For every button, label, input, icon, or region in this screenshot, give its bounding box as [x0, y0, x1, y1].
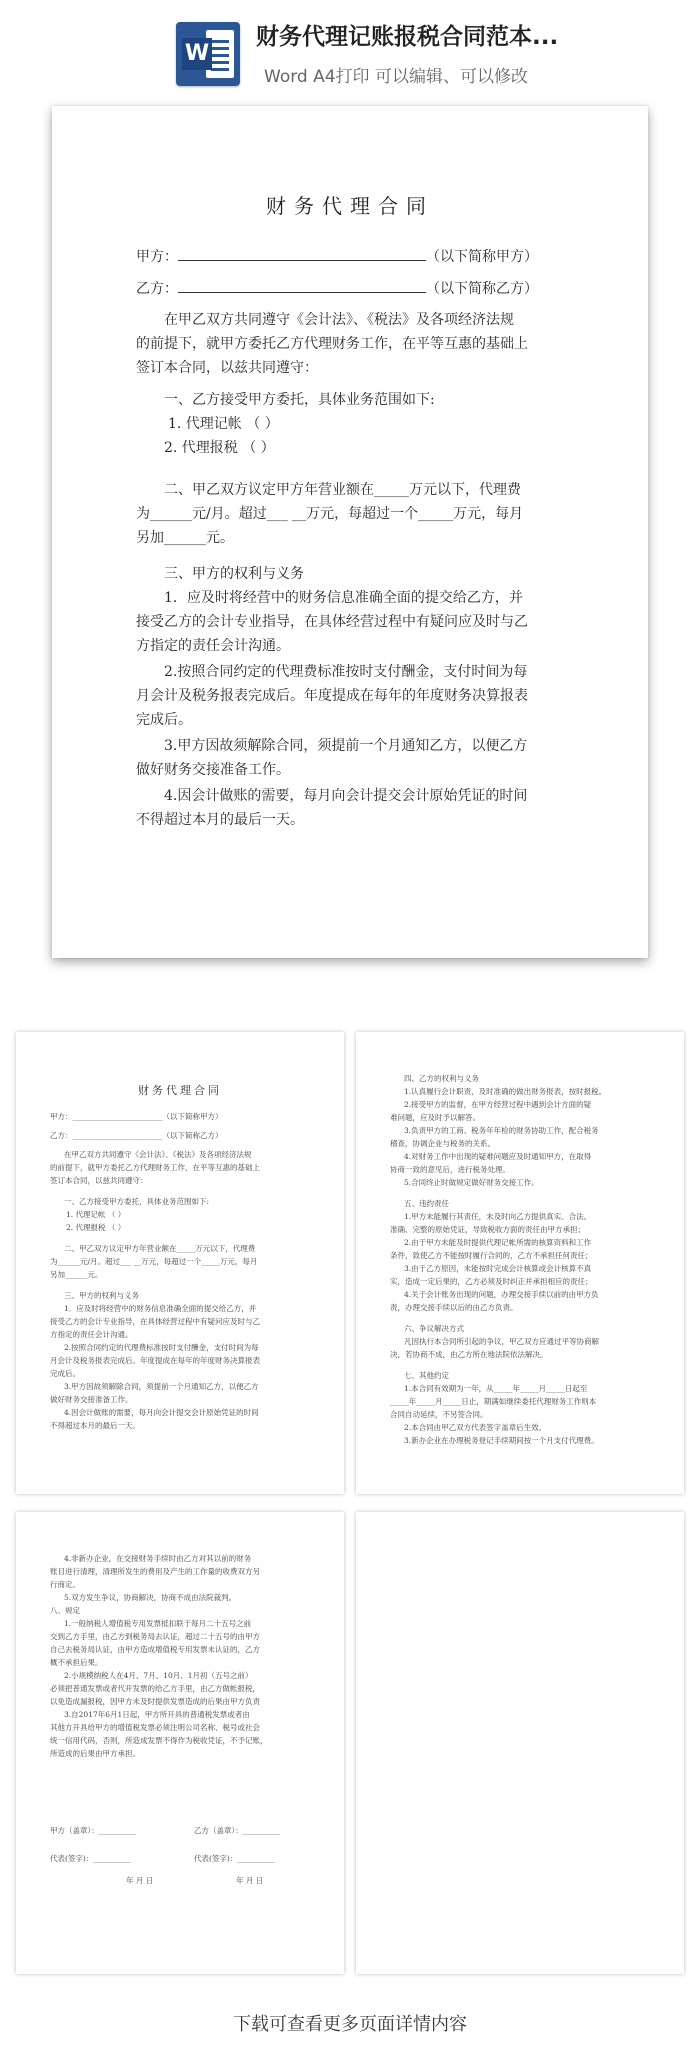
thumb1-title: 财务代理合同	[138, 1084, 222, 1097]
word-letter: W	[182, 38, 212, 70]
thumb3-rep-a: 代表(签字)：__________	[50, 1854, 131, 1863]
thumb3-sign-a: 甲方（盖章）：__________	[50, 1826, 137, 1835]
party-a-line: 甲方： （以下简称甲方）	[136, 244, 568, 269]
thumb3-sign-b: 乙方（盖章）：__________	[194, 1826, 281, 1835]
main-page-preview[interactable]	[52, 106, 648, 958]
section-2: 二、甲乙双方议定甲方年营业额在_____万元以下，代理费 为______元/月。超过___ __万元，每超过一个_____万元，每月 另加______元。	[136, 482, 524, 546]
thumb3-body: 4.非新办企业，在交接财务手续时由乙方对其以前的财务 账目进行清理，清理所发生的费用及产生的工作量的收费双方另 行商定。 5.双方发生争议，协商解决，协商不成由法院裁判。 八、规定 1.一般纳税人增值税专用发票抵扣联于每月二十五号之前 交到乙方手里，由乙方到税务局去认证，超过二十五号的由甲方 自己去税务局认证，由甲方造成增值税专用发票未认证的，乙方 概不承担后果。 2.小规模纳税人在4月、7月、10月、1月初（五号之前） 必须把普通发票或者代开发票的给乙方手里，由乙方做帐报税， 以免造成漏报税，因甲方未及时提供发票造成的后果由甲方负责 3.自2017年6月1日起，甲方所开具的普通税发票或者由 其他方开具给甲方的增值税发票必须注明公司名称、税号或社会 统一信用代码，否则，所造成发票不得作为税收凭证，不予记账， 所造成的后果由甲方承担。	[50, 1554, 268, 1758]
section-3-clause-1: 1．应及时将经营中的财务信息准确全面的提交给乙方，并 接受乙方的会计专业指导，在具体经营过程中有疑问应及时与乙 方指定的责任会计沟通。	[136, 590, 528, 654]
document-title[interactable]: 财务代理记账报税合同范本...	[256, 24, 559, 50]
thumbnail-page-3[interactable]	[16, 1512, 344, 1974]
intro-paragraph: 在甲乙双方共同遵守《会计法》、《税法》及各项经济法规 的前提下，就甲方委托乙方代理财务工作，在平等互惠的基础上 签订本合同，以兹共同遵守：	[136, 312, 528, 376]
thumb3-date-b: 年 月 日	[236, 1876, 264, 1885]
section-1-heading: 一、乙方接受甲方委托，具体业务范围如下:	[164, 392, 435, 408]
contract-title: 财务代理合同	[266, 194, 434, 218]
section-3-heading: 三、甲方的权利与义务	[164, 566, 304, 582]
thumbnail-page-1[interactable]	[16, 1032, 344, 1494]
word-document-icon	[176, 22, 240, 86]
download-more-link[interactable]: 下载可查看更多页面详情内容	[233, 2014, 467, 2035]
thumbnail-page-2[interactable]	[356, 1032, 684, 1494]
item-bookkeeping: 1. 代理记帐 （ ）	[168, 416, 279, 432]
thumb1-body: 甲方：________________________（以下简称甲方） 乙方：________________________（以下简称乙方） 在甲乙双方共同遵守《会计法》、《税法》及各项经济法规 的前提下，就甲方委托乙方代理财务工作，在平等互惠的基础上 签订本合同，以兹共同遵守： 一、乙方接受甲方委托，具体业务范围如下: 1. 代理记帐 （ ） 2. 代理报税 （ ） 二、甲乙双方议定甲方年营业额在_____万元以下，代理费 为______元/月。超过___ __万元，每超过一个_____万元，每月 另加______元。 三、甲方的权利与义务 1．应及时将经营中的财务信息准确全面的提交给乙方，并 接受乙方的会计专业指导，在具体经营过程中有疑问应及时与乙 方指定的责任会计沟通。 2.按照合同约定的代理费标准按时支付酬金，支付时间为每 月会计及税务报表完成后。年度提成在每年的年度财务决算报表 完成后。 3.甲方因故须解除合同，须提前一个月通知乙方，以便乙方 做好财务交接准备工作。 4.因会计做账的需要，每月向会计提交会计原始凭证的时间 不得超过本月的最后一天。	[50, 1112, 260, 1430]
thumb2-body: 四、乙方的权利与义务 1.认真履行会计职责，及时准确的做出财务报表，按时报税。 2.接受甲方的监督，在甲方经营过程中遇到会计方面的疑 难问题，应及时予以解答。 3.负责甲方的工商、税务年年检的财务协助工作，配合税务 稽查，协调企业与税务的关系。 4.对财务工作中出现的疑难问题应及时通知甲方，在取得 协商一致的意见后，进行税务处理。 5.合同终止时做规定做好财务交接工作。 五、违约责任 1.甲方未能履行其责任，未及时向乙方提供真实、合法、 准确、完整的原始凭证，导致税收方面的责任由甲方承担； 2.由于甲方未能及时提供代理记帐所需的核算资料和工作 条件，致使乙方不能按时履行合同的，乙方不承担任何责任； 3.由于乙方原因，未能按时完成会计核算或会计核算不真 实，造成一定后果的，乙方必须及时纠正并承担相应的责任； 4.关于会计账务出现的问题，办理交接手续以前的由甲方负 责，办理交接手续以后的由乙方负责。 六、争议解决方式 凡因执行本合同所引起的争议，甲乙双方应通过平等协商解 决，若协商不成，由乙方所在地法院依法解决。 七、其他约定 1.本合同有效期为一年，从_____年_____月_____日起至 _____年_____月_____日止，期满如继续委托代理财务工作则本 合同自动延续，不另签合同。 2.本合同由甲乙双方代表签字盖章后生效。 3.新办企业在办理税务登记手续期间按一个月支付代理费。	[390, 1074, 607, 1445]
section-3-clause-2: 2.按照合同约定的代理费标准按时支付酬金，支付时间为每 月会计及税务报表完成后。年度提成在每年的年度财务决算报表 完成后。	[136, 664, 528, 728]
party-b-line: 乙方： （以下简称乙方）	[136, 276, 568, 301]
section-3-clause-3: 3.甲方因故须解除合同，须提前一个月通知乙方，以便乙方 做好财务交接准备工作。	[136, 738, 528, 778]
thumb3-rep-b: 代表(签字)：__________	[194, 1854, 275, 1863]
section-3-clause-4: 4.因会计做账的需要，每月向会计提交会计原始凭证的时间 不得超过本月的最后一天。	[136, 788, 528, 828]
thumbnail-page-4[interactable]	[356, 1512, 684, 1974]
thumb3-date-a: 年 月 日	[126, 1876, 154, 1885]
header	[0, 0, 700, 96]
document-subtitle: Word A4打印 可以编辑、可以修改	[264, 67, 528, 87]
item-tax-filing: 2. 代理报税 （ ）	[164, 440, 275, 456]
